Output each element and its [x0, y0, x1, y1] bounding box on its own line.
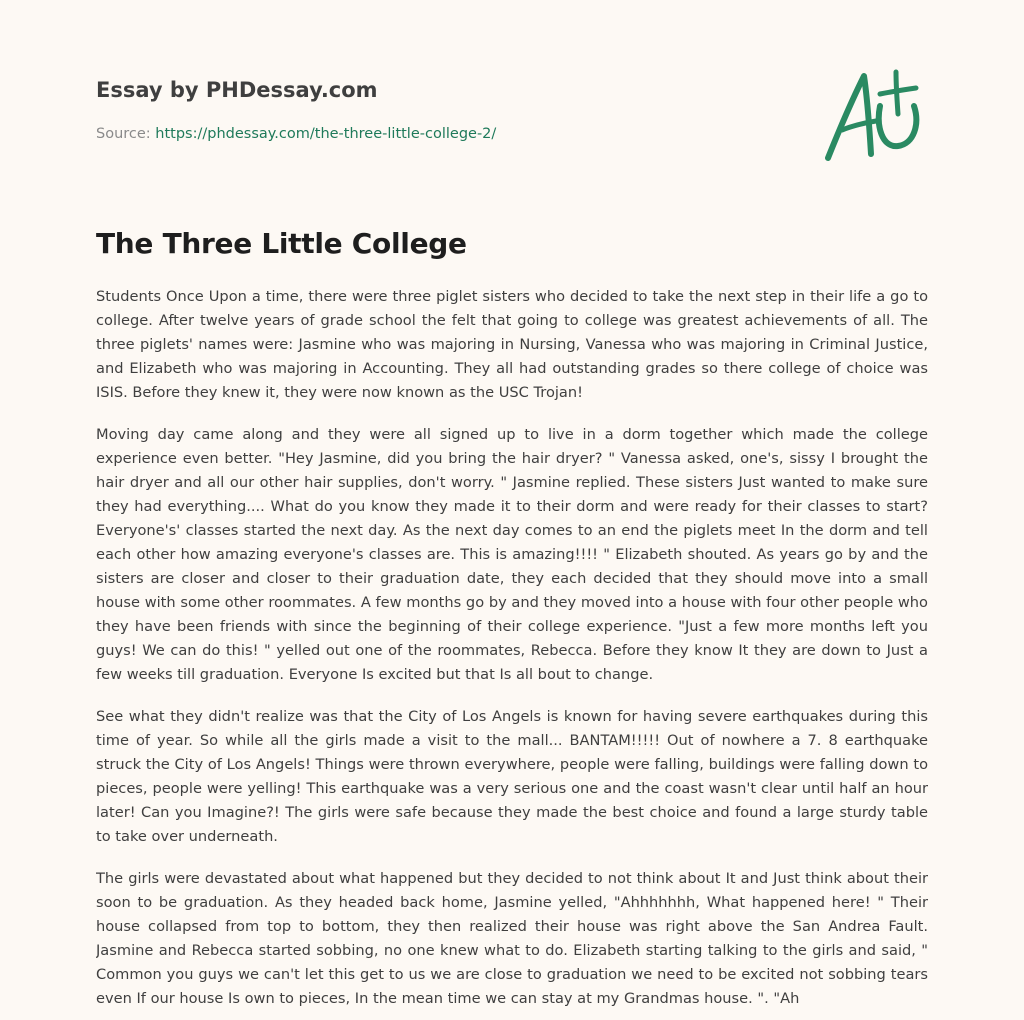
document-header — [96, 76, 796, 144]
a-plus-logo-icon — [818, 66, 928, 166]
essay-paragraph: See what they didn't realize was that the City of Los Angels is known for having severe earthquakes during this time of year. So while all the girls made a visit to the mall... BANTAM!!!!! Out of nowhere a 7. 8 earthquake struck the City of Los Angels! Things were thrown everywhere, people were falling, buildings were falling down to pieces, people were yelling! This earthquake was a very serious one and the coast wasn't clear until half an hour later! Can you Imagine?! The girls were safe because they made the best choice and found a large sturdy table to take over underneath. — [96, 708, 928, 845]
essay-body — [96, 285, 928, 1020]
source-link[interactable]: https://phdessay.com/the-three-little-college-2/ — [155, 126, 497, 142]
source-line — [96, 124, 796, 144]
brand-title: Essay by PHDessay.com — [96, 78, 378, 102]
essay-title: The Three Little College — [96, 227, 467, 260]
essay-paragraph: Moving day came along and they were all signed up to live in a dorm together which made the college experience even better. "Hey Jasmine, did you bring the hair dryer? " Vanessa asked, one's, sissy I brought the hair dryer and all our other hair supplies, don't worry. " Jasmine replied. These sisters Just wanted to make sure they had everything.... What do you know they made it to their dorm and were ready for their classes to start? Everyone's' classes started the next day. As the next day comes to an end the piglets meet In the dorm and tell each other how amazing everyone's classes are. This is amazing!!!! " Elizabeth shouted. As years go by and the sisters are closer and closer to their graduation date, they each decided that they should move into a small house with some other roommates. A few months go by and they moved into a house with four other people who they have been friends with since the beginning of their college experience. "Just a few more months left you guys! We can do this! " yelled out one of the roommates, Rebecca. Before they know It they are down to Just a few weeks till graduation. Everyone Is excited but that Is all bout to change. — [96, 426, 928, 683]
essay-paragraph: The girls were devastated about what happened but they decided to not think about It and Just think about their soon to be graduation. As they headed back home, Jasmine yelled, "Ahhhhhhh, What happened here! " Their house collapsed from top to bottom, they then realized their house was right above the San Andrea Fault. Jasmine and Rebecca started sobbing, no one knew what to do. Elizabeth starting talking to the girls and said, " Common you guys we can't let this get to us we are close to graduation we need to be excited not sobbing tears even If our house Is own to pieces, In the mean time we can stay at my Grandmas house. ". "Ah — [96, 870, 928, 1007]
source-label: Source: — [96, 126, 156, 142]
essay-paragraph: Students Once Upon a time, there were three piglet sisters who decided to take the next step in their life a go to college. After twelve years of grade school the felt that going to college was greatest achievements of all. The three piglets' names were: Jasmine who was majoring in Nursing, Vanessa who was majoring in Criminal Justice, and Elizabeth who was majoring in Accounting. They all had outstanding grades so there college of choice was ISIS. Before they knew it, they were now known as the USC Trojan! — [96, 288, 928, 401]
